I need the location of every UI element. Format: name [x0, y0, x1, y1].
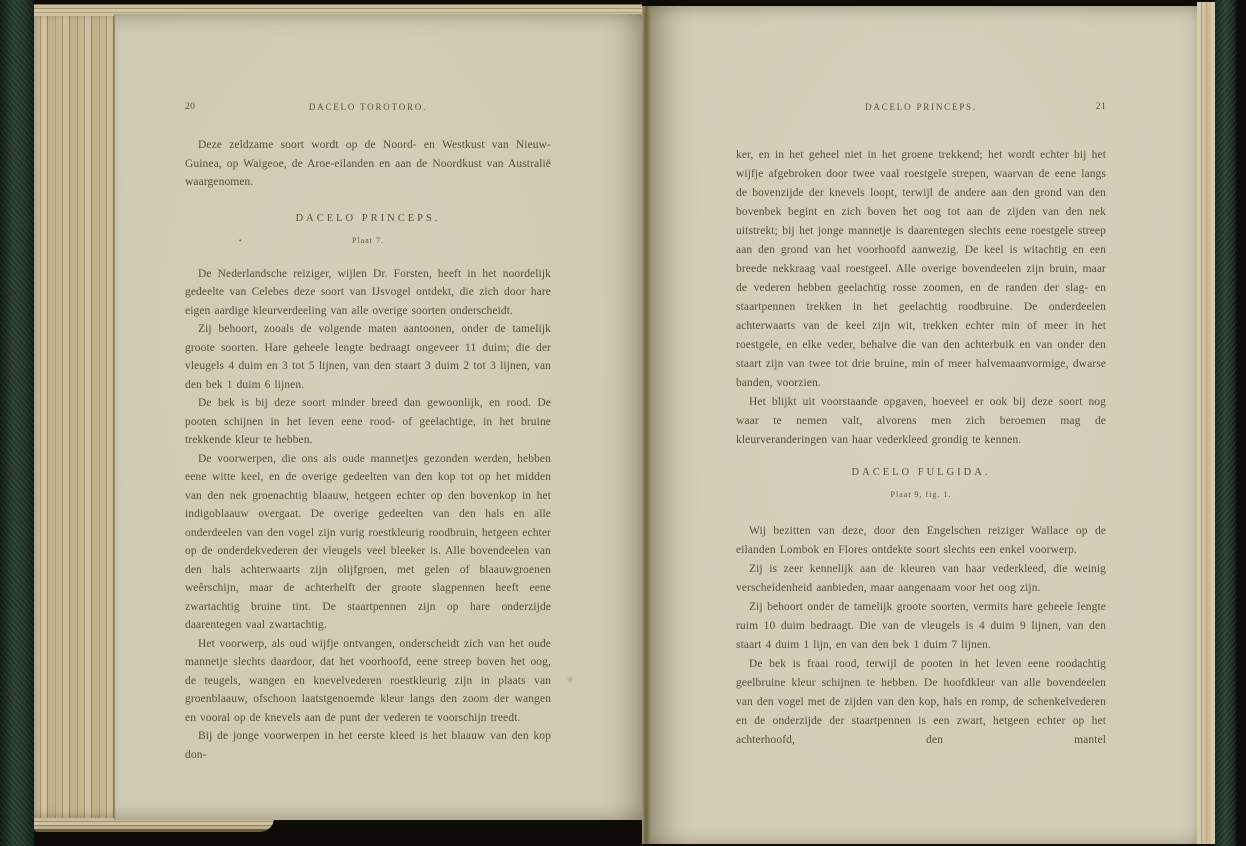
paragraph: Het voorwerp, als oud wijfje ontvangen, onderscheidt zich van het oude mannetje slechts daardoor, dat het voorhoofd, eene streep boven het oog, de teugels, wangen en knevelvederen roestkleurig zijn in plaats van groenblaauw, ofschoon laatstgenoemde kleur langs den zoom der wangen en vooral op de knevels aan de punt der vederen te voorschijn treedt. [185, 637, 551, 724]
paragraph-intro: Deze zeldzame soort wordt op de Noord- en Westkust van Nieuw-Guinea, op Waigeoe, de Aroe-eilanden en aan de Noordkust van Australië waargenomen. [185, 139, 551, 188]
right-page [650, 6, 1197, 844]
paragraph: Zij is zeer kennelijk aan de kleuren van haar vederkleed, die weinig verscheidenheid aanbieden, maar aangenaam voor het oog zijn. [736, 563, 1106, 594]
paragraph: De bek is fraai rood, terwijl de pooten in het leven eene roodachtig geelbruine kleur schijnen te hebben. De hoofdkleur van alle bovendeelen van den vogel met de zijden van den kop, hals en romp, de schenkelvederen en de onderzijde der staartpennen is een zwart, hetgeen echter op het achterhoofd, den mantel [736, 658, 1106, 746]
cloth-binding-left [0, 0, 34, 846]
paragraph: De Nederlandsche reiziger, wijlen Dr. Forsten, heeft in het noordelijk gedeelte van Celebes deze soort van IJsvogel ontdekt, die zich door hare eigen aardige kleurverdeeling van alle overige soorten onderscheidt. [185, 267, 551, 317]
printer-mark: • [239, 236, 243, 245]
cloth-binding-right [1215, 0, 1237, 846]
page-edges-bottom [34, 818, 274, 832]
paragraph: Wij bezitten van deze, door den Engelschen reiziger Wallace op de eilanden Lombok en Flores ontdekte soort slechts een enkel voorwerp. [736, 525, 1106, 556]
foxing-spot [566, 676, 574, 683]
gutter [642, 6, 650, 844]
right-page-header [736, 102, 1106, 115]
running-title-right: DACELO PRINCEPS. [865, 102, 977, 112]
running-title-left: DACELO TOROTORO. [308, 102, 428, 112]
page-edges-right [1197, 2, 1215, 844]
page-edges-left [34, 6, 116, 826]
left-page [114, 14, 643, 820]
plate-caption-fulgida: Plaat 9, fig. 1. [890, 490, 952, 499]
page-number-right: 21 [1095, 102, 1106, 112]
paragraph: Bij de jonge voorwerpen in het eerste kleed is het blaauw van den kop don- [185, 730, 551, 761]
species-heading-fulgida: DACELO FULGIDA. [851, 467, 991, 478]
left-page-header [185, 102, 551, 115]
paragraph: Zij behoort onder de tamelijk groote soorten, vermits hare geheele lengte ruim 10 duim bedraagt. Die van de vleugels is 4 duim 9 lijnen, van den staart 4 duim 1 lijn, en van den bek 1 duim 7 lijnen. [736, 601, 1106, 651]
paragraph: De voorwerpen, die ons als oude mannetjes gezonden werden, hebben eene witte keel, en de overige gedeelten van den kop tot op het midden van den nek groenachtig blaauw, hetgeen echter op den bovenkop in het indigoblaauw overgaat. De overige gedeelten van den hals en alle onderdeelen van den vogel zijn vurig roestkleurig roodbruin, hetgeen echter op de onderdekvederen der vleugels veel bleeker is. Alle bovendeelen van den hals achterwaarts zijn olijfgroen, met gelen of blaauwgroenen weêrschijn, maar de achterhelft der groote slagpennen heeft eene zwartachtig bruine tint. De staartpennen zijn op hare onderzijde daarentegen vaal zwartachtig. [185, 452, 551, 631]
paragraph: De bek is bij deze soort minder breed dan gewoonlijk, en rood. De pooten schijnen in het leven eene rood- of geelachtige, in het bruine trekkende kleur te hebben. [185, 397, 551, 446]
page-number-left: 20 [185, 102, 196, 112]
paragraph: Zij behoort, zooals de volgende maten aantoonen, onder de tamelijk groote soorten. Hare geheele lengte bedraagt ongeveer 11 duim; die der vleugels 4 duim en 3 tot 5 lijnen, van den staart 3 duim 2 tot 3 lijnen, van den bek 1 duim 6 lijnen. [185, 323, 551, 391]
plate-caption-princeps: • Plaat 7. [239, 235, 384, 245]
paragraph-continuation: ker, en in het geheel niet in het groene trekkend; het wordt echter bij het wijfje afgebroken door twee vaal roestgele strepen, waarvan de eene langs de bovenzijde der knevels loopt, terwijl de andere aan den grond van den bovenbek begint en zich boven het oog tot aan de zijden van den nek uitstrekt; bij het jonge mannetje is daarentegen slechts eene roestgele streep aan den grond van het voorhoofd aanwezig. De keel is witachtig en een breede nekkraag vaal roestgeel. Alle overige bovendeelen zijn bruin, maar de vederen hebben geelachtig rosse zoomen, en de randen der slag- en staartpennen trekken in het geelachtig roodbruine. De onderdeelen achterwaarts van de keel zijn wit, trekken echter min of meer in het roestgele, en elke veder, behalve die van den achterbuik en van onder den staart zijn van twee tot drie bruine, min of meer halvemaanvormige, dwarse banden, voorzien. [736, 149, 1106, 389]
paragraph: Het blijkt uit voorstaande opgaven, hoeveel er ook bij deze soort nog waar te nemen valt, alvorens men zich beroemen mag de kleurveranderingen van haar vederkleed grondig te kennen. [736, 396, 1106, 446]
species-heading-princeps: DACELO PRINCEPS. [295, 212, 441, 224]
